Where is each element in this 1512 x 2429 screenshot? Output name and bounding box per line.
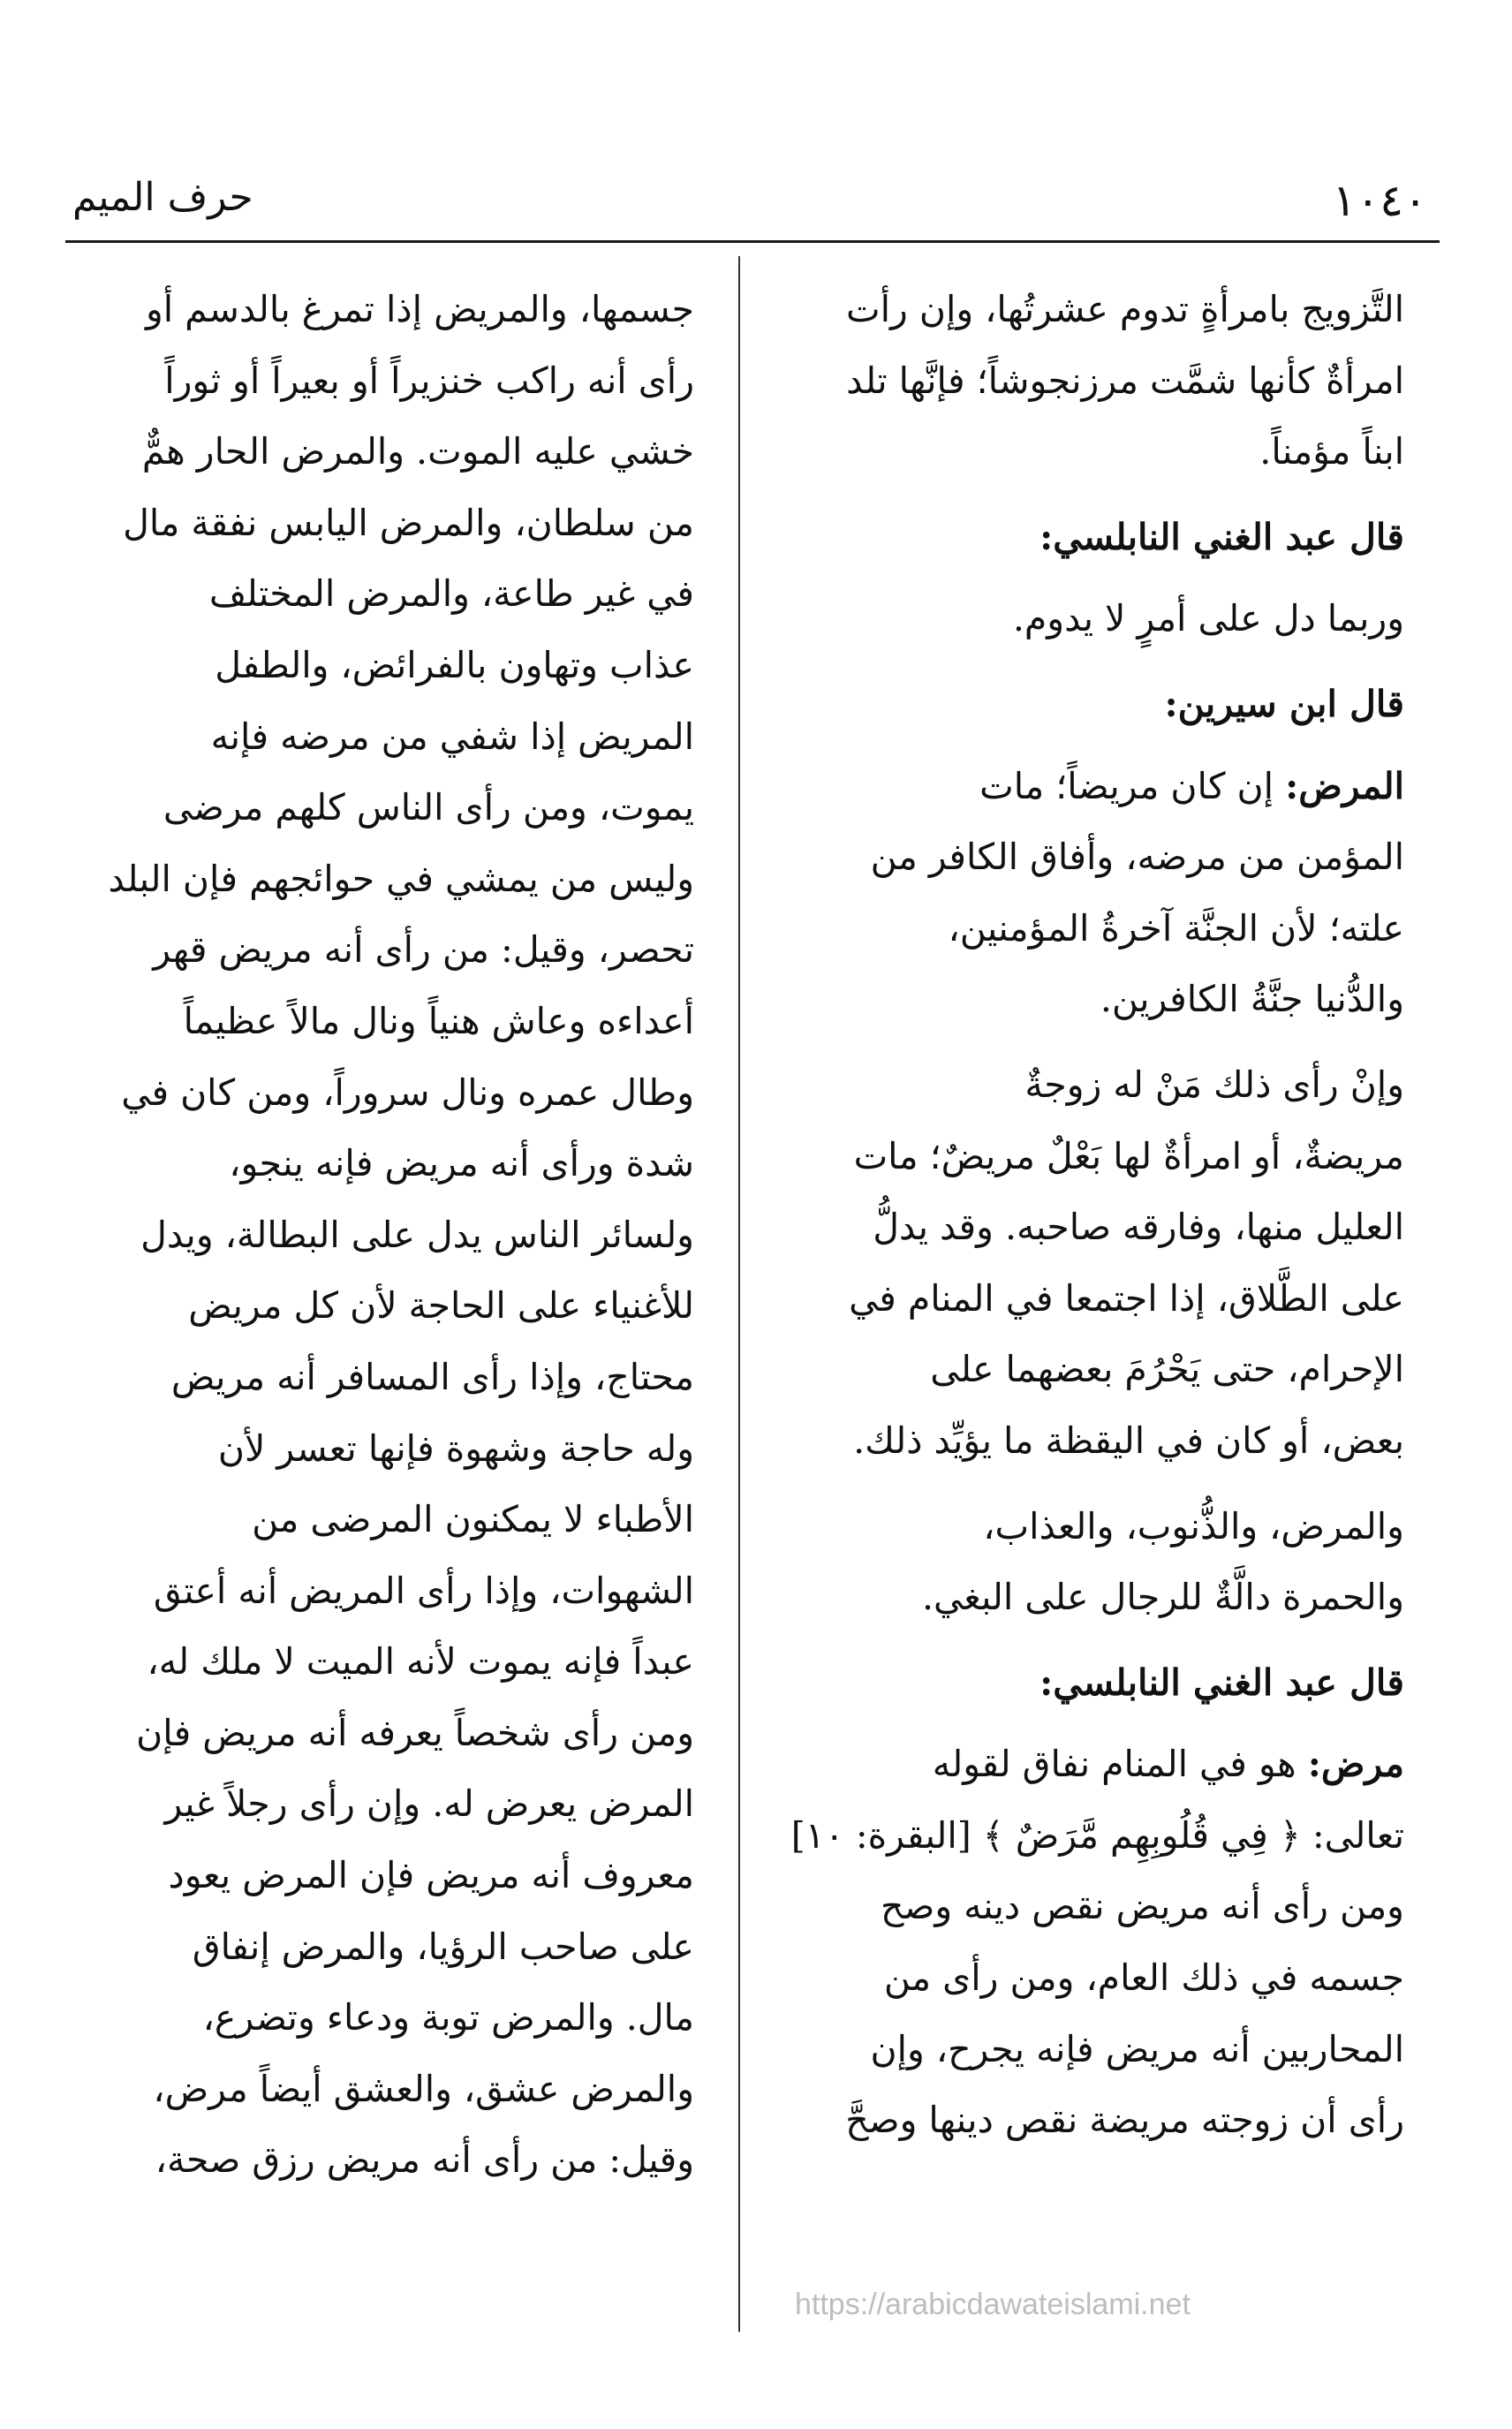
text-line: المحاربين أنه مريض فإنه يجرح، وإن: [870, 2027, 1404, 2070]
text-line: وله حاجة وشهوة فإنها تعسر لأن: [217, 1426, 694, 1470]
heading-text: قال ابن سيرين:: [1164, 682, 1404, 725]
text-line: وقيل: من رأى أنه مريض رزق صحة،: [155, 2138, 694, 2182]
entry-label: المرض:: [1285, 764, 1404, 807]
section-heading: [786, 669, 1404, 740]
text-line: محتاج، وإذا رأى المسافر أنه مريض: [170, 1355, 694, 1398]
watermark-url: https://arabicdawateislami.net: [795, 2288, 1191, 2321]
text-line: ابناً مؤمناً.: [1259, 430, 1404, 473]
header-rule: [65, 240, 1440, 243]
paragraph: [786, 274, 1404, 488]
text-line: ولسائر الناس يدل على البطالة، ويدل: [140, 1213, 694, 1256]
text-line: [786, 751, 1404, 822]
text-line: وطال عمره ونال سروراً، ومن كان في: [121, 1071, 694, 1114]
text-line: وإنْ رأى ذلك مَنْ له زوجةٌ: [1024, 1063, 1404, 1106]
text-line: يموت، ومن رأى الناس كلهم مرضى: [163, 786, 694, 829]
section-heading: [786, 502, 1404, 573]
text-line: على الطَّلاق، إذا اجتمعا في المنام في: [849, 1276, 1404, 1320]
text-line: المرض يعرض له. وإن رأى رجلاً غير: [164, 1782, 694, 1826]
text-line: والحمرة دالَّةٌ للرجال على البغي.: [922, 1576, 1404, 1619]
text-line: مريضةٌ، أو امرأةٌ لها بَعْلٌ مريضٌ؛ مات: [853, 1134, 1404, 1177]
text-line: تحصر، وقيل: من رأى أنه مريض قهر: [153, 928, 694, 972]
entry-label: مرض:: [1307, 1743, 1404, 1786]
text-line: بعض، أو كان في اليقظة ما يؤيِّد ذلك.: [853, 1419, 1404, 1462]
heading-text: قال عبد الغني النابلسي:: [1040, 515, 1404, 558]
text-line: جسمه في ذلك العام، ومن رأى من: [883, 1956, 1404, 2000]
right-column: [786, 274, 1404, 2170]
text-line: مال. والمرض توبة ودعاء وتضرع،: [202, 1996, 694, 2039]
text-line: وليس من يمشي في حوائجهم فإن البلد: [108, 857, 694, 900]
text-line: في غير طاعة، والمرض المختلف: [208, 572, 694, 616]
text-line: والمرض عشق، والعشق أيضاً مرض،: [153, 2067, 694, 2110]
text-line: معروف أنه مريض فإن المرض يعود: [168, 1854, 694, 1897]
text-line: من سلطان، والمرض اليابس نفقة مال: [123, 501, 694, 544]
paragraph: [786, 1049, 1404, 1477]
entry-paragraph: [786, 751, 1404, 1035]
entry-text: هو في المنام نفاق لقوله: [932, 1743, 1297, 1786]
entry-text: إن كان مريضاً؛ مات: [979, 764, 1274, 807]
text-line: والمرض، والذُّنوب، والعذاب،: [983, 1504, 1404, 1547]
entry-paragraph: [786, 1729, 1404, 2156]
text-line: الشهوات، وإذا رأى المريض أنه أعتق: [153, 1569, 694, 1612]
text-line: امرأةٌ كأنها شمَّت مرزنجوشاً؛ فإنَّها تلد: [846, 359, 1404, 402]
text-line: العليل منها، وفارقه صاحبه. وقد يدلُّ: [873, 1206, 1404, 1249]
text-line: الإحرام، حتى يَحْرُمَ بعضهما على: [930, 1348, 1404, 1391]
text-line: علته؛ لأن الجنَّة آخرةُ المؤمنين،: [948, 906, 1404, 950]
text-line: خشي عليه الموت. والمرض الحار همٌّ: [141, 430, 694, 473]
text-line: على صاحب الرؤيا، والمرض إنفاق: [192, 1925, 694, 1968]
paragraph: [786, 1491, 1404, 1633]
text-line: والدُّنيا جنَّةُ الكافرين.: [1100, 978, 1404, 1021]
text-line: عبداً فإنه يموت لأنه الميت لا ملك له،: [147, 1640, 694, 1684]
text-line: المؤمن من مرضه، وأفاق الكافر من: [870, 836, 1404, 879]
section-heading: [786, 1647, 1404, 1719]
column-divider: [738, 256, 740, 2332]
text-line: الأطباء لا يمكنون المرضى من: [252, 1498, 694, 1541]
text-line: ومن رأى أنه مريض نقص دينه وصح: [881, 1885, 1404, 1928]
heading-text: قال عبد الغني النابلسي:: [1040, 1661, 1404, 1704]
text-line: عذاب وتهاون بالفرائض، والطفل: [215, 643, 694, 686]
left-column: [76, 274, 694, 2210]
paragraph: [786, 583, 1404, 655]
text-line: [786, 1729, 1404, 1800]
text-line: أعداءه وعاش هنياً ونال مالاً عظيماً: [183, 999, 694, 1042]
text-line: رأى أن زوجته مريضة نقص دينها وصحَّ: [845, 2099, 1404, 2142]
text-line: للأغنياء على الحاجة لأن كل مريض: [188, 1284, 694, 1328]
page-number: ١٠٤٠: [1332, 175, 1427, 226]
running-head: حرف الميم: [72, 175, 253, 220]
text-line: التَّزويج بامرأةٍ تدوم عشرتُها، وإن رأت: [846, 288, 1404, 330]
text-line: ومن رأى شخصاً يعرفه أنه مريض فإن: [136, 1711, 694, 1754]
text-line: شدة ورأى أنه مريض فإنه ينجو،: [229, 1142, 694, 1185]
text-line: جسمها، والمريض إذا تمرغ بالدسم أو: [145, 288, 694, 330]
text-line: رأى أنه راكب خنزيراً أو بعيراً أو ثوراً: [164, 359, 694, 402]
paragraph: [76, 274, 694, 2196]
text-line: المريض إذا شفي من مرضه فإنه: [210, 715, 694, 758]
quran-verse-line: تعالى: ﴿ فِي قُلُوبِهِم مَّرَضٌ ﴾ [البقرة: ١٠]: [790, 1813, 1404, 1857]
text-line: وربما دل على أمرٍ لا يدوم.: [1012, 597, 1404, 640]
